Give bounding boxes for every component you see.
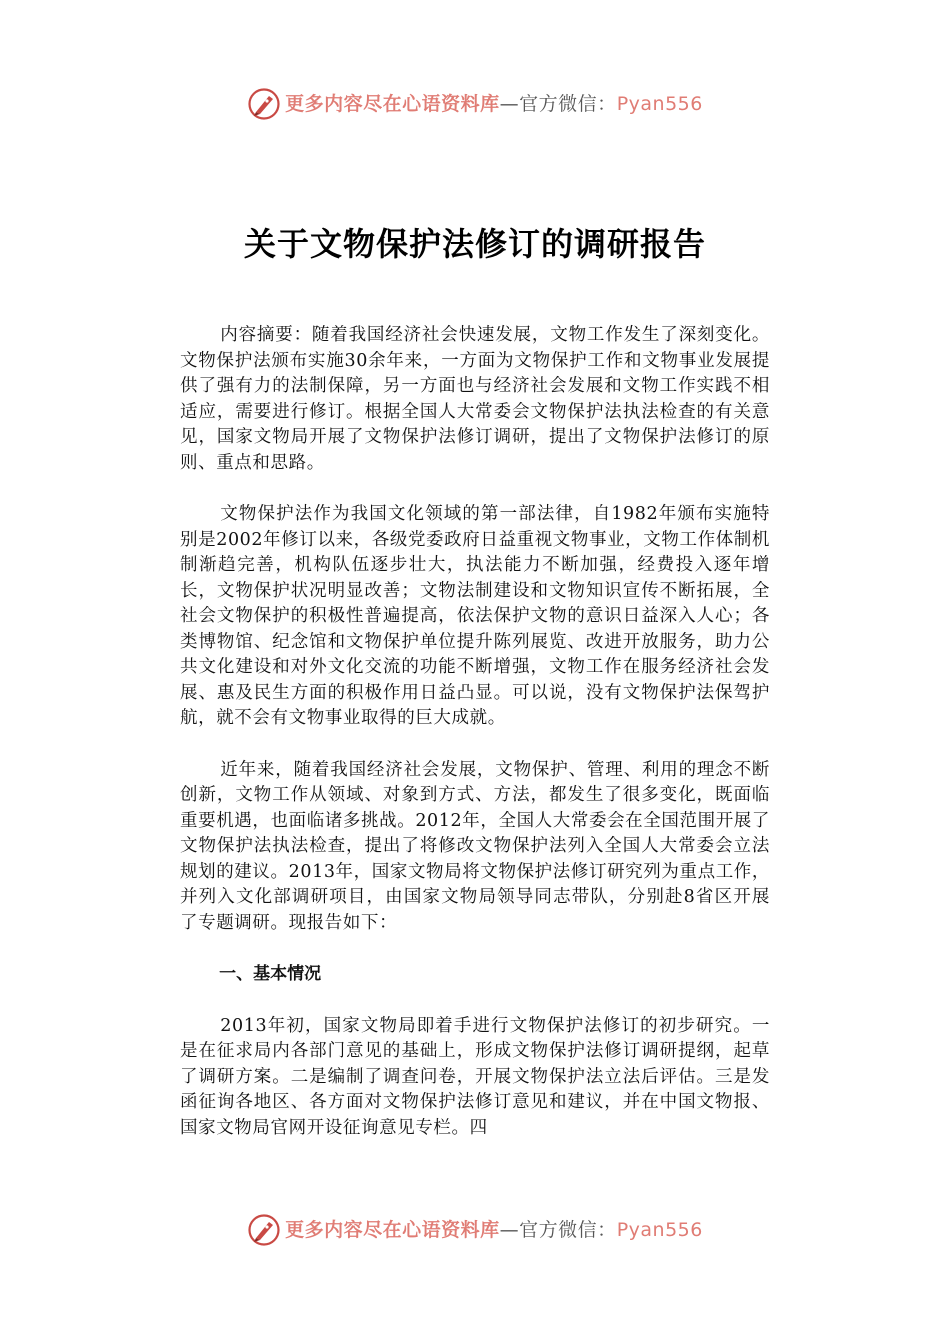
pen-nib-circle-icon: [247, 87, 281, 121]
document-body: [180, 323, 770, 1167]
watermark-dash-text: —官方微信：: [499, 1218, 617, 1241]
watermark-dash-text: —官方微信：: [499, 92, 617, 115]
section-paragraph: 2013年初，国家文物局即着手进行文物保护法修订的初步研究。一是在征求局内各部门意见的基础上，形成文物保护法修订调研提纲，起草了调研方案。二是编制了调查问卷，开展文物保护法立法后评估。三是发函征询各地区、各方面对文物保护法修订意见和建议，并在中国文物报、国家文物局官网开设征询意见专栏。四: [180, 1015, 770, 1138]
document-title: 关于文物保护法修订的调研报告: [243, 225, 706, 263]
section-heading: 一、基本情况: [219, 964, 322, 984]
body-paragraph: 文物保护法作为我国文化领域的第一部法律，自1982年颁布实施特别是2002年修订以来，各级党委政府日益重视文物事业，文物工作体制机制渐趋完善，机构队伍逐步壮大，执法能力不断加强，经费投入逐年增长，文物保护状况明显改善；文物法制建设和文物知识宣传不断拓展，全社会文物保护的积极性普遍提高，依法保护文物的意识日益深入人心；各类博物馆、纪念馆和文物保护单位提升陈列展览、改进开放服务，助力公共文化建设和对外文化交流的功能不断增强，文物工作在服务经济社会发展、惠及民生方面的积极作用日益凸显。可以说，没有文物保护法保驾护航，就不会有文物事业取得的巨大成就。: [180, 504, 770, 728]
footer-watermark: [0, 1210, 950, 1250]
pen-nib-circle-icon: [247, 1213, 281, 1247]
watermark-wechat-id: Pyan556: [616, 1218, 703, 1241]
header-watermark: [0, 84, 950, 124]
abstract-paragraph: 内容摘要：随着我国经济社会快速发展，文物工作发生了深刻变化。文物保护法颁布实施30余年来，一方面为文物保护工作和文物事业发展提供了强有力的法制保障，另一方面也与经济社会发展和文物工作实践不相适应，需要进行修订。根据全国人大常委会文物保护法执法检查的有关意见，国家文物局开展了文物保护法修订调研，提出了文物保护法修订的原则、重点和思路。: [180, 325, 770, 473]
watermark-site-text: 更多内容尽在心语资料库: [285, 92, 500, 115]
watermark-site-text: 更多内容尽在心语资料库: [285, 1218, 500, 1241]
watermark-wechat-id: Pyan556: [616, 92, 703, 115]
body-paragraph: 近年来，随着我国经济社会发展，文物保护、管理、利用的理念不断创新，文物工作从领域、对象到方式、方法，都发生了很多变化，既面临重要机遇，也面临诸多挑战。2012年，全国人大常委会在全国范围开展了文物保护法执法检查，提出了将修改文物保护法列入全国人大常委会立法规划的建议。2013年，国家文物局将文物保护法修订研究列为重点工作，并列入文化部调研项目，由国家文物局领导同志带队，分别赴8省区开展了专题调研。现报告如下：: [180, 759, 770, 933]
